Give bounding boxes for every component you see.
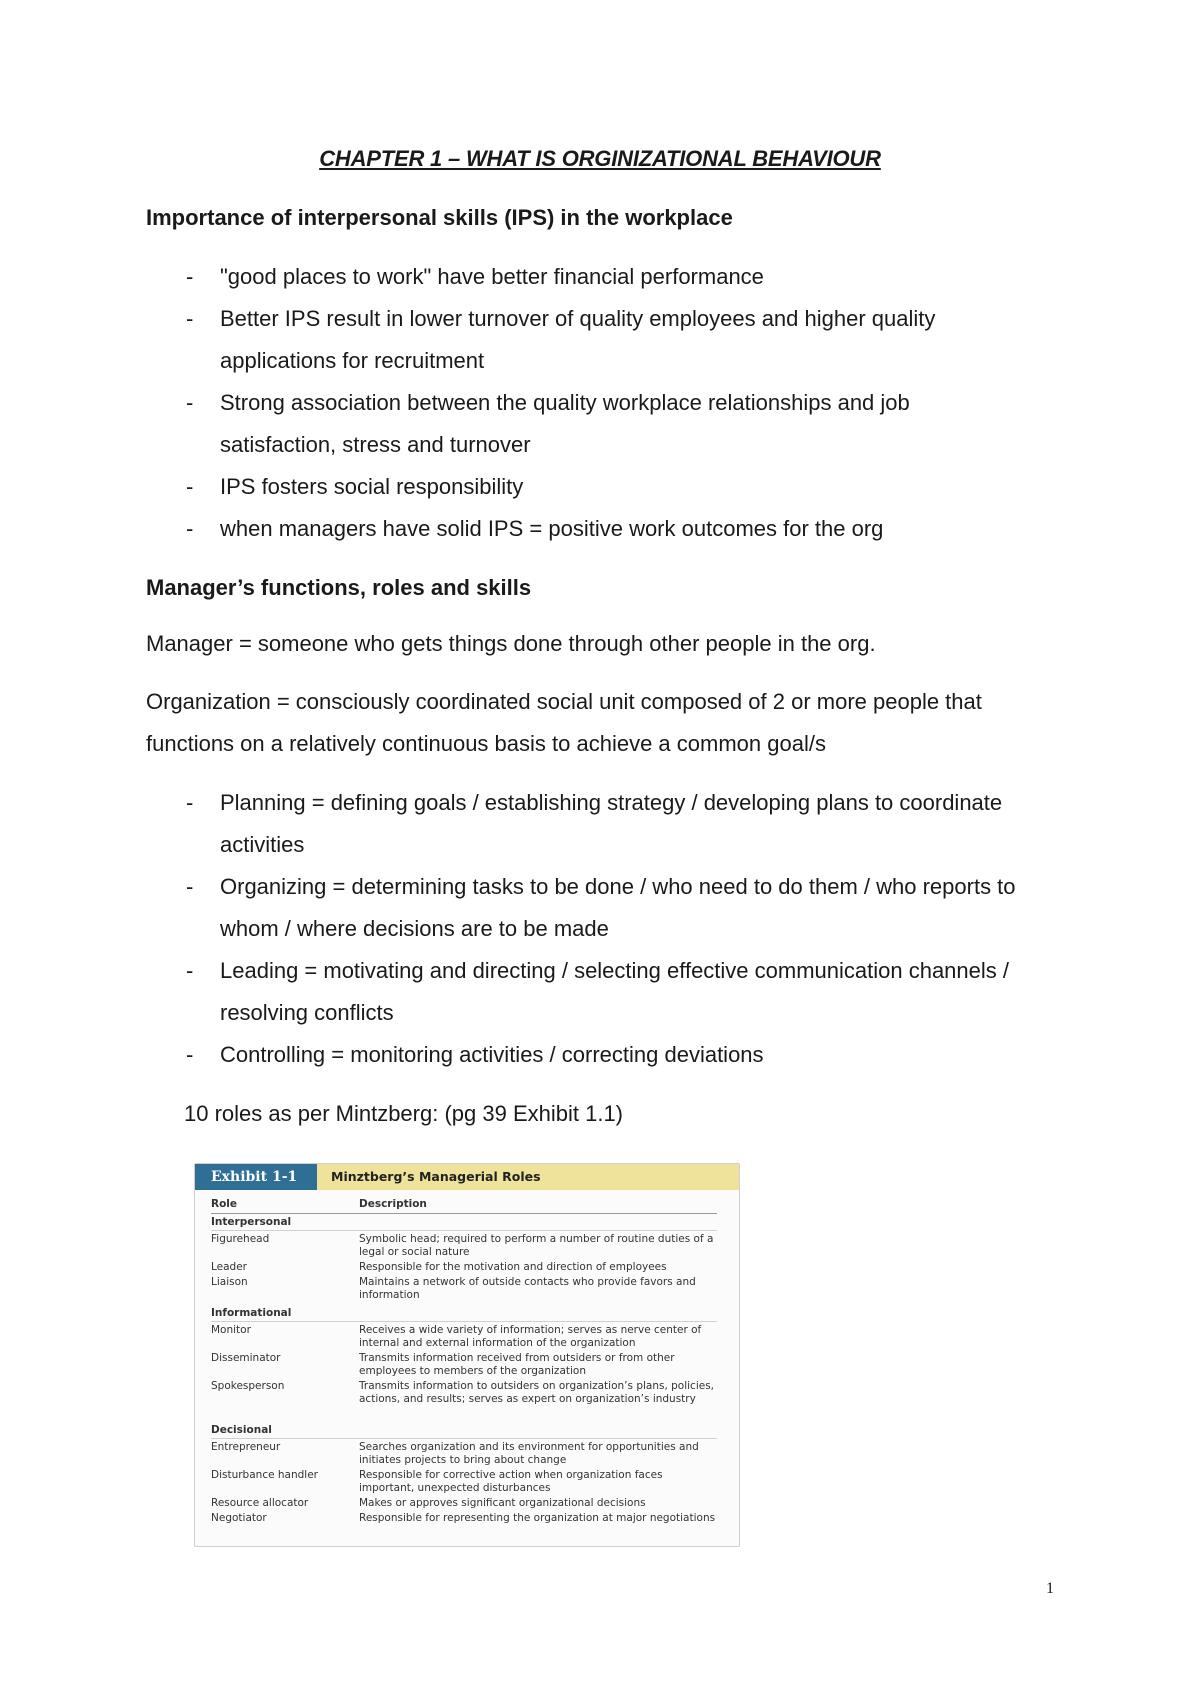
section-heading-manager: Manager’s functions, roles and skills <box>146 575 532 600</box>
column-header-description: Description <box>359 1198 427 1210</box>
divider <box>211 1230 717 1231</box>
description-cell: Receives a wide variety of information; serves as nerve center of internal and external information of the organization <box>359 1324 702 1349</box>
list-item: - Planning = defining goals / establishing strategy / developing plans to coordinate activities <box>146 782 1026 866</box>
category-interpersonal: Interpersonal <box>211 1216 292 1228</box>
list-item: - Controlling = monitoring activities / correcting deviations <box>146 1034 1026 1076</box>
role-cell: Disseminator <box>211 1352 281 1364</box>
role-cell: Resource allocator <box>211 1497 309 1509</box>
description-cell: Responsible for representing the organization at major negotiations <box>359 1512 716 1524</box>
exhibit-title: Minztberg’s Managerial Roles <box>331 1169 541 1184</box>
description-cell: Searches organization and its environment for opportunities and initiates projects to bring about change <box>359 1441 699 1466</box>
description-cell: Maintains a network of outside contacts who provide favors and information <box>359 1276 696 1301</box>
divider <box>211 1438 717 1439</box>
divider <box>211 1321 717 1322</box>
exhibit-image <box>194 1163 740 1547</box>
functions-bullet-list <box>146 782 1026 1076</box>
role-cell: Figurehead <box>211 1233 270 1245</box>
list-item: - Better IPS result in lower turnover of quality employees and higher quality applications for recruitment <box>146 298 1026 382</box>
list-item: - Organizing = determining tasks to be done / who need to do them / who reports to whom / where decisions are to be made <box>146 866 1026 950</box>
category-decisional: Decisional <box>211 1424 272 1436</box>
category-informational: Informational <box>211 1307 292 1319</box>
role-cell: Leader <box>211 1261 248 1273</box>
page-number: 1 <box>1046 1580 1054 1597</box>
description-cell: Transmits information to outsiders on organization’s plans, policies, actions, and results; serves as expert on organization’s industry <box>359 1380 715 1405</box>
list-item: - IPS fosters social responsibility <box>146 466 1026 508</box>
role-cell: Negotiator <box>211 1512 267 1524</box>
role-cell: Monitor <box>211 1324 251 1336</box>
divider <box>211 1213 717 1214</box>
column-header-role: Role <box>211 1198 238 1210</box>
mintzberg-intro: 10 roles as per Mintzberg: (pg 39 Exhibit 1.1) <box>184 1101 624 1126</box>
description-cell: Responsible for the motivation and direction of employees <box>359 1261 667 1273</box>
manager-definition: Manager = someone who gets things done through other people in the org. <box>146 631 876 656</box>
organization-definition: Organization = consciously coordinated social unit composed of 2 or more people that functions on a relatively continuous basis to achieve a common goal/s <box>146 689 982 756</box>
exhibit-tag: Exhibit 1-1 <box>195 1164 317 1190</box>
role-cell: Disturbance handler <box>211 1469 318 1481</box>
list-item: - Leading = motivating and directing / selecting effective communication channels / resolving conflicts <box>146 950 1026 1034</box>
description-cell: Symbolic head; required to perform a number of routine duties of a legal or social nature <box>359 1233 714 1258</box>
ips-bullet-list <box>146 256 1026 550</box>
list-item: - Strong association between the quality workplace relationships and job satisfaction, stress and turnover <box>146 382 1026 466</box>
list-item: - "good places to work" have better financial performance <box>146 256 1026 298</box>
role-cell: Entrepreneur <box>211 1441 281 1453</box>
description-cell: Makes or approves significant organizational decisions <box>359 1497 646 1509</box>
list-item: - when managers have solid IPS = positive work outcomes for the org <box>146 508 1026 550</box>
description-cell: Responsible for corrective action when organization faces important, unexpected disturbances <box>359 1469 663 1494</box>
chapter-title: CHAPTER 1 – WHAT IS ORGINIZATIONAL BEHAVIOUR <box>319 146 881 171</box>
section-heading-ips: Importance of interpersonal skills (IPS) in the workplace <box>146 205 733 230</box>
description-cell: Transmits information received from outsiders or from other employees to members of the organization <box>359 1352 675 1377</box>
role-cell: Spokesperson <box>211 1380 285 1392</box>
role-cell: Liaison <box>211 1276 248 1288</box>
exhibit-header <box>195 1164 739 1190</box>
